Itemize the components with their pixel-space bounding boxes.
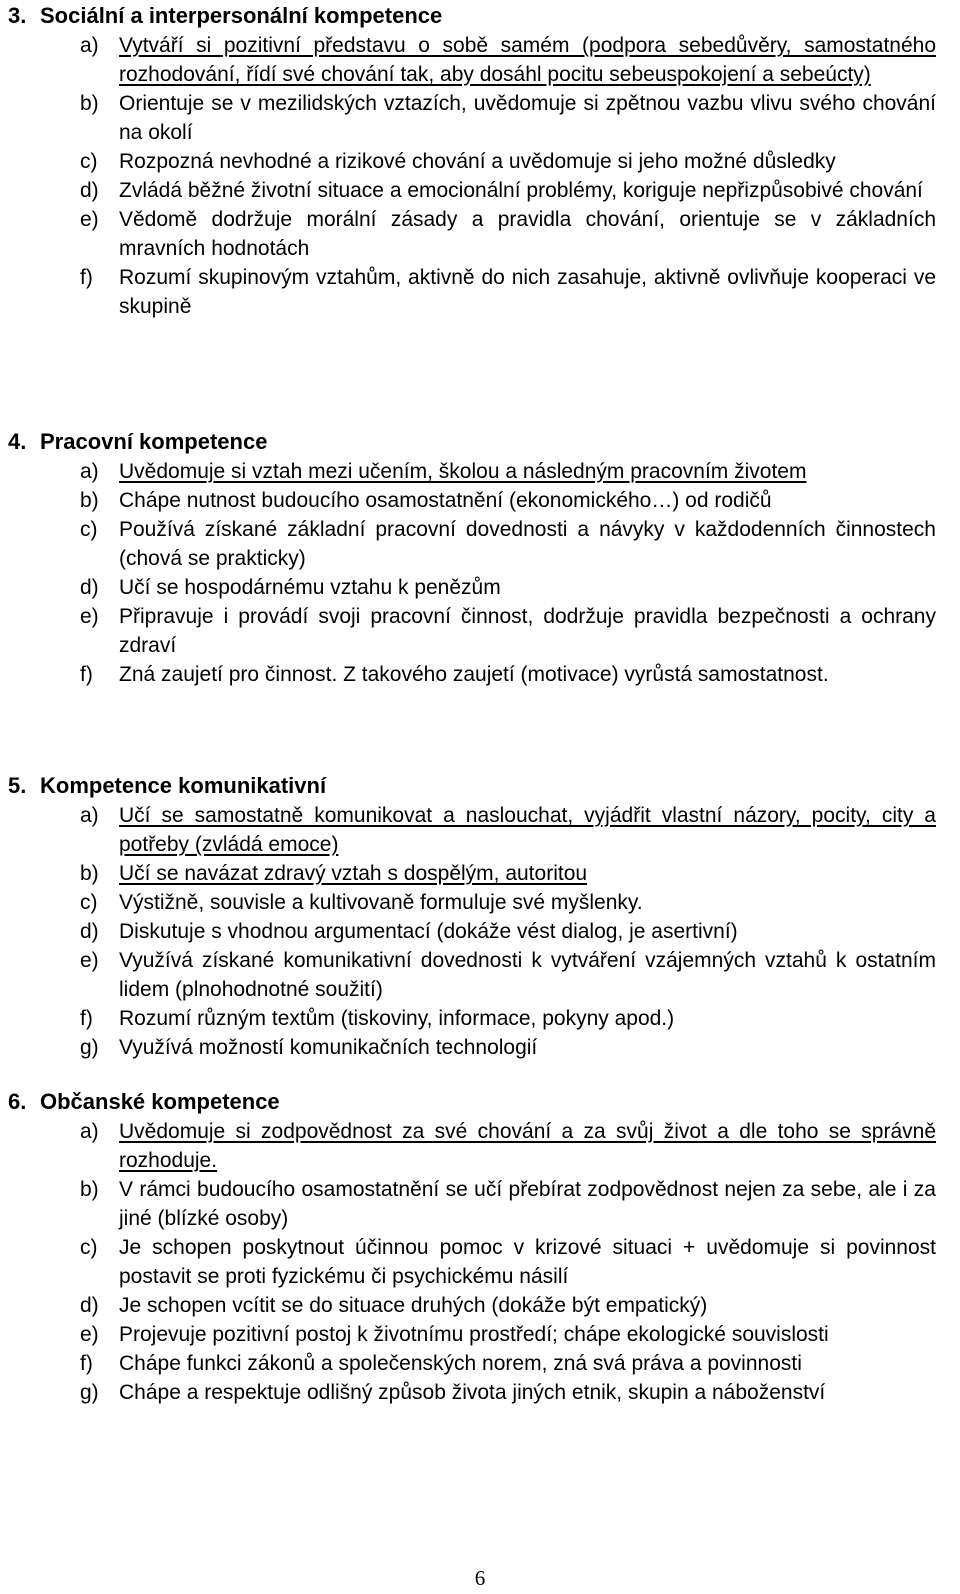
- list-item: [80, 515, 936, 573]
- list-item: [80, 1291, 936, 1320]
- section-heading: [8, 771, 326, 800]
- item-text: Zná zaujetí pro činnost. Z takového zaujetí (motivace) vyrůstá samostatnost.: [119, 663, 829, 686]
- item-text: Uvědomuje si zodpovědnost za své chování a za svůj život a dle toho se správně rozhoduje.: [119, 1120, 936, 1172]
- item-text: Zvládá běžné životní situace a emocionální problémy, koriguje nepřizpůsobivé chování: [119, 179, 923, 202]
- list-item: [80, 660, 936, 689]
- item-text: Chápe a respektuje odlišný způsob života jiných etnik, skupin a náboženství: [119, 1381, 826, 1404]
- item-text: Vědomě dodržuje morální zásady a pravidla chování, orientuje se v základních mravních hodnotách: [119, 208, 936, 260]
- item-letter: b): [80, 92, 99, 115]
- list-item: [80, 801, 936, 859]
- item-text: Je schopen vcítit se do situace druhých (dokáže být empatický): [119, 1294, 708, 1317]
- item-letter: e): [80, 949, 99, 972]
- list-item: [80, 263, 936, 321]
- item-letter: c): [80, 891, 98, 914]
- item-letter: f): [80, 1352, 93, 1375]
- section-number: 5.: [8, 773, 27, 798]
- list-item: [80, 457, 936, 486]
- list-item: [80, 1320, 936, 1349]
- item-letter: d): [80, 920, 99, 943]
- item-text: Chápe funkci zákonů a společenských norem, zná svá práva a povinnosti: [119, 1352, 802, 1375]
- list-item: [80, 859, 936, 888]
- list-item: [80, 89, 936, 147]
- item-text: Výstižně, souvisle a kultivovaně formuluje své myšlenky.: [119, 891, 643, 914]
- list-item: [80, 1175, 936, 1233]
- item-letter: e): [80, 605, 99, 628]
- list-item: [80, 602, 936, 660]
- item-letter: b): [80, 1178, 99, 1201]
- item-letter: c): [80, 150, 98, 173]
- item-letter: a): [80, 804, 99, 827]
- list-item: [80, 573, 936, 602]
- item-text: Rozpozná nevhodné a rizikové chování a uvědomuje si jeho možné důsledky: [119, 150, 836, 173]
- section-title: Pracovní kompetence: [40, 429, 268, 454]
- item-text: Je schopen poskytnout účinnou pomoc v krizové situaci + uvědomuje si povinnost postavit se proti fyzickému či psychickému násilí: [119, 1236, 936, 1288]
- item-text: Připravuje i provádí svoji pracovní činnost, dodržuje pravidla bezpečnosti a ochrany zdraví: [119, 605, 936, 657]
- section-number: 6.: [8, 1089, 27, 1114]
- item-text: V rámci budoucího osamostatnění se učí přebírat zodpovědnost nejen za sebe, ale i za jiné (blízké osoby): [119, 1178, 936, 1230]
- list-item: [80, 1117, 936, 1175]
- item-text: Rozumí skupinovým vztahům, aktivně do nich zasahuje, aktivně ovlivňuje kooperaci ve skupině: [119, 266, 936, 318]
- item-text: Učí se samostatně komunikovat a naslouchat, vyjádřit vlastní názory, pocity, city a potřeby (zvládá emoce): [119, 804, 936, 856]
- list-item: [80, 176, 936, 205]
- list-item: [80, 205, 936, 263]
- item-letter: a): [80, 34, 99, 57]
- item-letter: d): [80, 576, 99, 599]
- item-letter: f): [80, 663, 93, 686]
- list-item: [80, 1233, 936, 1291]
- section-title: Kompetence komunikativní: [40, 773, 327, 798]
- item-letter: c): [80, 518, 98, 541]
- item-letter: f): [80, 1007, 93, 1030]
- item-text: Učí se navázat zdravý vztah s dospělým, autoritou: [119, 862, 588, 885]
- section-title: Občanské kompetence: [40, 1089, 280, 1114]
- list-item: [80, 946, 936, 1004]
- item-text: Uvědomuje si vztah mezi učením, školou a následným pracovním životem: [119, 460, 807, 483]
- item-text: Chápe nutnost budoucího osamostatnění (ekonomického…) od rodičů: [119, 489, 772, 512]
- list-item: [80, 486, 936, 515]
- list-item: [80, 1378, 936, 1407]
- item-text: Rozumí různým textům (tiskoviny, informace, pokyny apod.): [119, 1007, 675, 1030]
- item-text: Používá získané základní pracovní dovednosti a návyky v každodenních činnostech (chová se prakticky): [119, 518, 936, 570]
- item-letter: e): [80, 208, 99, 231]
- item-letter: a): [80, 1120, 99, 1143]
- item-text: Učí se hospodárnému vztahu k penězům: [119, 576, 501, 599]
- list-item: [80, 147, 936, 176]
- item-text: Využívá možností komunikačních technologií: [119, 1036, 538, 1059]
- item-letter: g): [80, 1381, 99, 1404]
- item-letter: f): [80, 266, 93, 289]
- item-letter: a): [80, 460, 99, 483]
- item-text: Vytváří si pozitivní představu o sobě samém (podpora sebedůvěry, samostatného rozhodování, řídí své chování tak, aby dosáhl pocitu sebeuspokojení a sebeúcty): [119, 34, 936, 86]
- item-letter: b): [80, 862, 99, 885]
- section-heading: [8, 427, 267, 456]
- section-title: Sociální a interpersonální kompetence: [40, 3, 443, 28]
- section-heading: [8, 1087, 280, 1116]
- list-item: [80, 888, 936, 917]
- item-letter: b): [80, 489, 99, 512]
- item-letter: c): [80, 1236, 98, 1259]
- item-text: Projevuje pozitivní postoj k životnímu prostředí; chápe ekologické souvislosti: [119, 1323, 829, 1346]
- item-text: Diskutuje s vhodnou argumentací (dokáže vést dialog, je asertivní): [119, 920, 738, 943]
- list-item: [80, 31, 936, 89]
- item-letter: e): [80, 1323, 99, 1346]
- item-text: Využívá získané komunikativní dovednosti k vytváření vzájemných vztahů k ostatním lidem (plnohodnotné soužití): [119, 949, 936, 1001]
- section-number: 4.: [8, 429, 27, 454]
- item-text: Orientuje se v mezilidských vztazích, uvědomuje si zpětnou vazbu vlivu svého chování na okolí: [119, 92, 936, 144]
- list-item: [80, 917, 936, 946]
- item-letter: g): [80, 1036, 99, 1059]
- list-item: [80, 1033, 936, 1062]
- page-number: 6: [474, 1566, 486, 1590]
- item-letter: d): [80, 179, 99, 202]
- section-number: 3.: [8, 3, 27, 28]
- item-letter: d): [80, 1294, 99, 1317]
- list-item: [80, 1004, 936, 1033]
- section-heading: [8, 1, 442, 30]
- list-item: [80, 1349, 936, 1378]
